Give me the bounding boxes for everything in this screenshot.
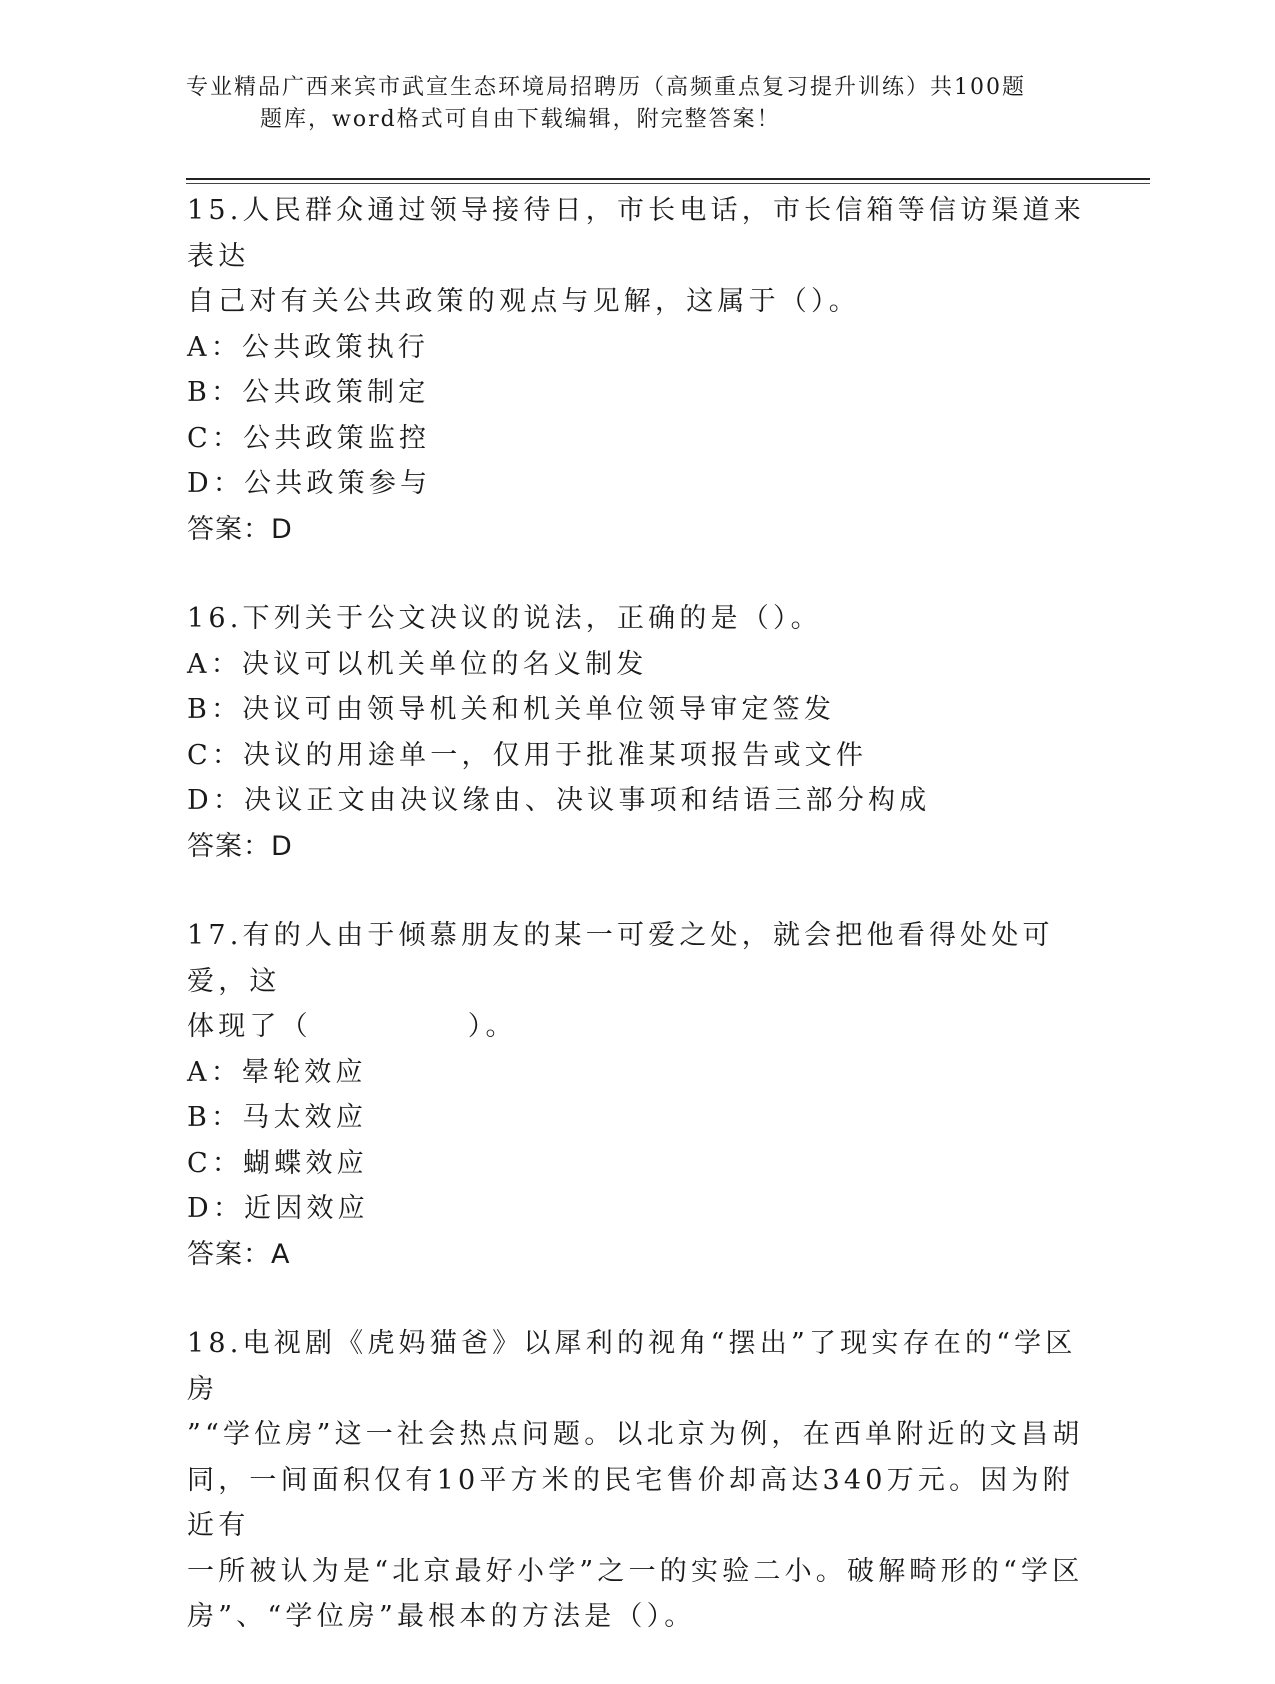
- option-d: D：决议正文由决议缘由、决议事项和结语三部分构成: [187, 785, 931, 816]
- question-list: [187, 188, 1087, 1684]
- option-c: C：蝴蝶效应: [187, 1147, 368, 1179]
- option-c: C：公共政策监控: [187, 422, 431, 454]
- question-stem: [187, 1321, 1087, 1640]
- stem-line: 17.有的人由于倾慕朋友的某一可爱之处，就会把他看得处处可爱，这: [187, 920, 1054, 997]
- stem-line: 一所被认为是“北京最好小学”之一的实验二小。破解畸形的“学区: [187, 1555, 1084, 1587]
- question-16: [187, 596, 1087, 869]
- option-d: D：近因效应: [187, 1193, 369, 1224]
- question-15: [187, 188, 1087, 552]
- header-line-1: 专业精品广西来宾市武宣生态环境局招聘历（高频重点复习提升训练）共100题: [186, 75, 1026, 100]
- stem-line: 房”、“学位房”最根本的方法是（）。: [187, 1601, 696, 1632]
- question-17: [187, 913, 1087, 1277]
- stem-line: 18.电视剧《虎妈猫爸》以犀利的视角“摆出”了现实存在的“学区房: [187, 1328, 1077, 1405]
- answer: 答案：A: [187, 1238, 291, 1270]
- header-line-2: 题库，word格式可自由下载编辑，附完整答案！: [260, 107, 781, 132]
- answer: 答案：D: [187, 830, 293, 862]
- header-rule-thin: [186, 183, 1150, 184]
- question-stem: [187, 596, 1087, 642]
- stem-line: 体现了（ ）。: [187, 1011, 517, 1042]
- option-b: B：决议可由领导机关和机关单位领导审定签发: [187, 694, 836, 725]
- option-a: A：公共政策执行: [187, 331, 430, 363]
- question-stem: [187, 188, 1087, 325]
- option-d: D：公共政策参与: [187, 468, 432, 499]
- stem-line: 15.人民群众通过领导接待日，市长电话，市长信箱等信访渠道来表达: [187, 195, 1085, 272]
- stem-line: 自己对有关公共政策的观点与见解，这属于（）。: [187, 286, 860, 317]
- stem-line: ”“学位房”这一社会热点问题。以北京为例，在西单附近的文昌胡: [187, 1419, 1084, 1450]
- answer: 答案：D: [187, 513, 293, 545]
- document-header: [186, 72, 1066, 136]
- option-c: C：决议的用途单一，仅用于批准某项报告或文件: [187, 739, 868, 771]
- option-b: B：马太效应: [187, 1102, 368, 1133]
- option-a: A：晕轮效应: [187, 1056, 367, 1088]
- stem-line: 同，一间面积仅有10平方米的民宅售价却高达340万元。因为附近有: [187, 1464, 1074, 1541]
- header-rule-thick: [186, 178, 1150, 180]
- question-18: [187, 1321, 1087, 1640]
- option-b: B：公共政策制定: [187, 377, 430, 408]
- option-a: A：决议可以机关单位的名义制发: [187, 648, 648, 680]
- question-stem: [187, 913, 1087, 1050]
- stem-line: 16.下列关于公文决议的说法，正确的是（）。: [187, 603, 822, 634]
